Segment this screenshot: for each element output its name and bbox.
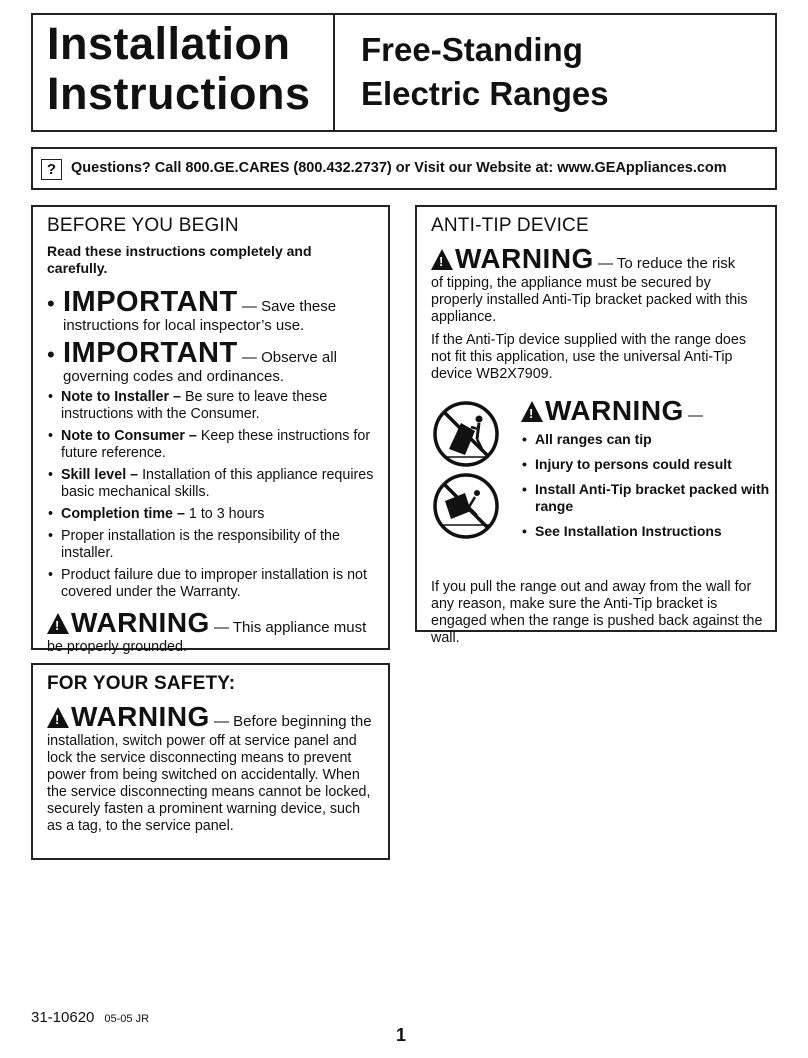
warning-keyword: WARNING [455,243,594,274]
list-item-label: Note to Consumer – [61,428,197,444]
warning-keyword: WARNING [71,607,210,638]
warning-rest: — Before beginning the [209,713,372,730]
document-number [31,1009,149,1026]
list-item-text: Proper installation is the responsibility of the installer. [61,528,340,561]
tip-warning-box [521,395,771,548]
list-item-label: Skill level – [61,467,139,483]
important-item-2 [47,338,376,385]
before-list [47,389,376,601]
warning-triangle-icon [47,613,69,634]
range-tipping-prohibition-icon [431,399,501,469]
bullet: • [47,291,55,316]
warning-rest: — This appliance must [209,619,367,636]
warning-triangle-icon [47,707,69,728]
safety-title: FOR YOUR SAFETY: [47,673,236,694]
antitip-title: ANTI-TIP DEVICE [431,215,589,236]
page-number: 1 [396,1025,407,1045]
doc-number-text: 31-10620 [31,1009,95,1026]
tip-warning-list [521,431,771,540]
warning-keyword: WARNING [545,395,684,426]
list-item [47,428,376,462]
list-item [47,506,376,523]
warning-triangle-icon [431,249,453,270]
list-item [47,528,376,562]
list-item: • See Installation Instructions [521,523,771,540]
safety-warning [47,701,376,835]
list-item: • Injury to persons could result [521,456,771,473]
important-keyword: IMPORTANT [63,337,238,369]
list-item [47,467,376,501]
list-item-text: Product failure due to improper installation is not covered under the Warranty. [61,567,367,600]
grounding-warning [47,607,376,656]
before-title: BEFORE YOU BEGIN [47,215,239,236]
antitip-warning [431,243,763,326]
list-item-text: Keep these instructions for future reference. [61,428,371,461]
subtitle-line-1: Free-Standing [361,31,583,68]
warning-continuation: installation, switch power off at service panel and lock the service disconnecting means to prevent power from being switched on accidentally. When the service disconnecting means cannot be locked, securely fasten a prominent warning device, such as a tag, to the service panel. [47,733,371,834]
warning-rest: — [683,407,703,424]
child-on-door-prohibition-icon [431,471,501,541]
important-rest: — Observe all [237,349,337,366]
warning-continuation: of tipping, the appliance must be secured by properly installed Anti-Tip bracket packed with this appliance. [431,275,748,325]
tip-warning-heading [521,395,771,427]
important-item-1 [47,287,376,334]
anti-tip-section [415,205,777,646]
important-continuation: governing codes and ordinances. [63,368,284,385]
bullet: • [47,342,55,367]
list-item-label: Note to Installer – [61,389,181,405]
list-item-text: Be sure to leave these instructions with the Consumer. [61,389,328,422]
questions-text: Questions? Call 800.GE.CARES (800.432.2737) or Visit our Website at: www.GEAppliances.com [71,160,727,176]
list-item: • Install Anti-Tip bracket packed with range [521,481,771,515]
list-item-text: Installation of this appliance requires basic mechanical skills. [61,467,374,500]
warning-triangle-icon [521,401,543,422]
for-your-safety-section [31,663,390,860]
header-divider [333,15,335,130]
antitip-paragraph-2: If the Anti-Tip device supplied with the range does not fit this application, use the universal Anti-Tip device WB2X7909. [431,332,746,382]
subtitle-line-2: Electric Ranges [361,75,609,112]
antitip-paragraph-3: If you pull the range out and away from the wall for any reason, make sure the Anti-Tip bracket is engaged when the range is pushed back against the wall. [431,579,763,646]
warning-keyword: WARNING [71,701,210,732]
warning-rest: — To reduce the risk [593,255,736,272]
important-keyword: IMPORTANT [63,286,238,318]
warning-continuation: be properly grounded. [47,639,187,655]
important-continuation: instructions for local inspector’s use. [63,317,305,334]
questions-bar [31,147,777,190]
doc-code-text: 05-05 JR [104,1013,150,1025]
list-item: • All ranges can tip [521,431,771,448]
header-box [31,13,777,132]
title-line-1: Installation [47,18,291,69]
before-you-begin-section [31,205,390,655]
important-rest: — Save these [237,298,337,315]
question-icon: ? [41,159,62,180]
list-item-label: Completion time – [61,506,185,522]
list-item [47,567,376,601]
tip-warning-figure [431,395,770,545]
title-line-2: Instructions [47,68,311,119]
list-item [47,389,376,423]
list-item-text: 1 to 3 hours [184,506,265,522]
before-lead: Read these instructions completely and carefully. [47,243,312,276]
